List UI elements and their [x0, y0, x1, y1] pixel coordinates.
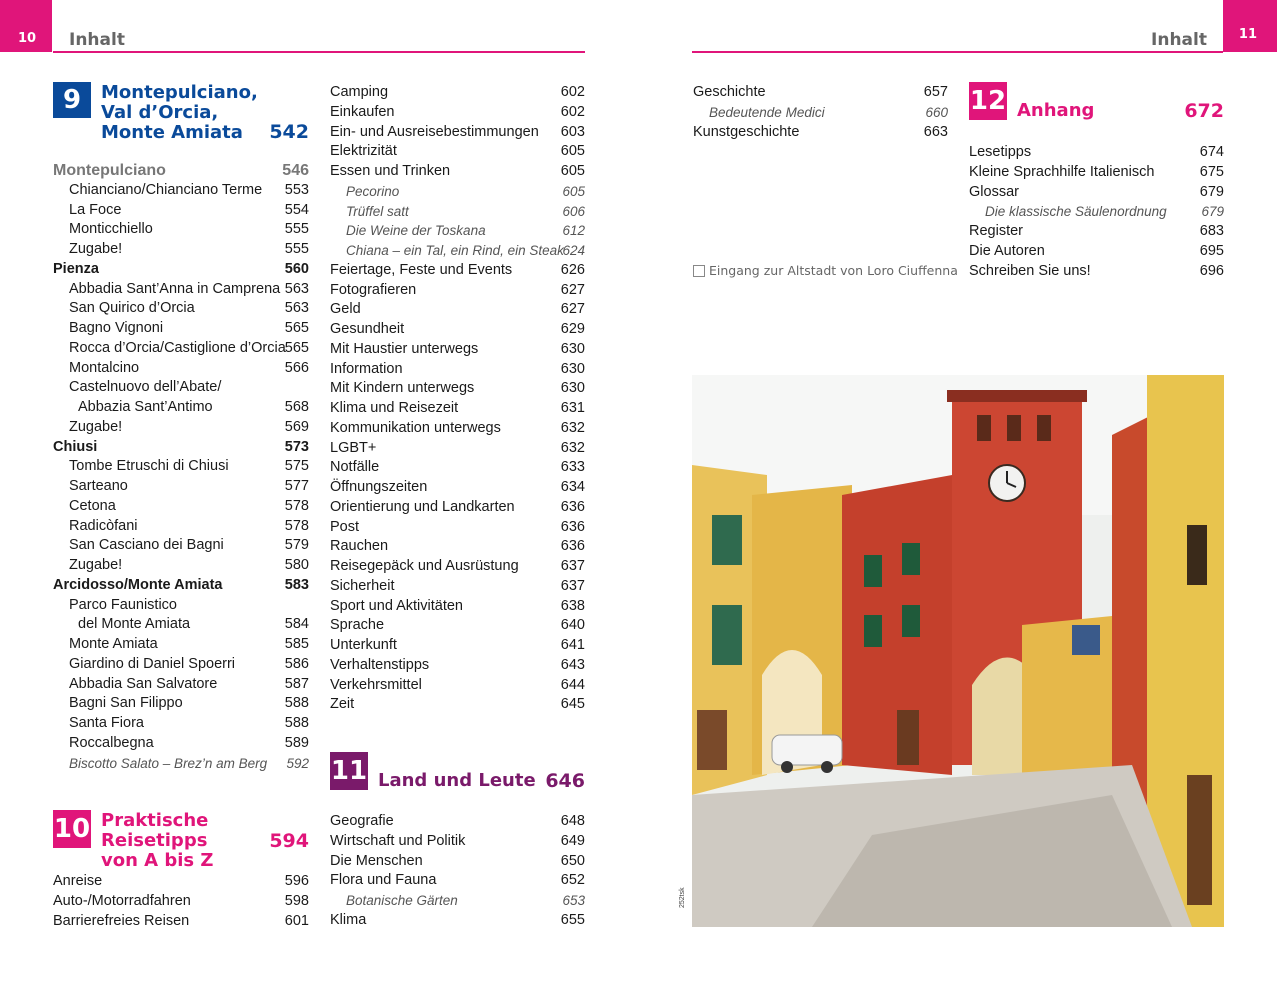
toc-entry[interactable] [330, 871, 585, 891]
toc-entry-title: Sport und Aktivitäten [330, 597, 463, 614]
toc-entry-title: Die klassische Säulenordnung [985, 204, 1167, 220]
toc-entry-title: Zeit [330, 696, 355, 713]
toc-entry-page: 583 [284, 576, 309, 593]
toc-entry-page: 631 [560, 400, 585, 416]
toc-entry-page: 605 [562, 183, 585, 199]
toc-entry-page: 655 [560, 911, 585, 928]
toc-entry-title: La Foce [69, 201, 122, 218]
toc-entry-page: 630 [560, 340, 585, 357]
toc-entry[interactable] [53, 280, 309, 300]
toc-entry[interactable] [53, 576, 309, 596]
toc-entry[interactable] [53, 694, 309, 714]
toc-entry-title: Notfälle [330, 459, 380, 476]
toc-entry-title: Einkaufen [330, 103, 395, 120]
toc-entry-title: Bagno Vignoni [69, 320, 164, 336]
toc-entry[interactable] [53, 260, 309, 280]
toc-entry-page: 627 [560, 301, 585, 318]
toc-entry-page: 645 [560, 696, 585, 713]
toc-entry-page: 663 [923, 123, 948, 140]
toc-entry[interactable] [330, 379, 585, 399]
toc-entry-page: 603 [560, 123, 585, 140]
toc-entry-title: Klima [330, 911, 367, 928]
chapter-12-title [1017, 101, 1094, 121]
toc-entry-page: 636 [560, 498, 585, 515]
toc-entry-title: Cetona [69, 497, 116, 514]
photo-illustration [692, 375, 1224, 927]
chapter-11-number: 11 [330, 752, 368, 790]
toc-entry[interactable] [53, 418, 309, 438]
toc-entry-title: Mit Kindern unterwegs [330, 380, 475, 397]
toc-entry[interactable] [330, 812, 585, 832]
toc-entry-title: Abbadia San Salvatore [69, 675, 218, 692]
toc-entry-page: 626 [560, 261, 585, 278]
toc-entry[interactable] [53, 615, 309, 635]
toc-entry[interactable] [330, 852, 585, 872]
toc-entry[interactable] [330, 142, 585, 162]
toc-entry[interactable] [53, 240, 309, 260]
toc-entry-page: 563 [284, 280, 309, 297]
toc-entry-title: Camping [330, 84, 389, 100]
toc-entry-page: 563 [284, 300, 309, 317]
toc-entry[interactable] [53, 359, 309, 379]
toc-entry[interactable] [969, 143, 1224, 163]
toc-entry[interactable] [53, 161, 309, 181]
toc-entry-title: Öffnungszeiten [330, 479, 428, 495]
toc-entry[interactable] [330, 162, 585, 182]
toc-entry-page: 566 [284, 359, 309, 376]
toc-entry-title: Pecorino [346, 183, 400, 199]
toc-entry-page: 650 [560, 852, 585, 869]
toc-entry-title: del Monte Amiata [78, 616, 191, 633]
header-rule-right [692, 51, 1223, 53]
toc-entry-page: 584 [284, 616, 309, 633]
chapter-9-title-line: Monte Amiata [101, 122, 243, 143]
toc-entry-title: San Quirico d’Orcia [69, 300, 195, 317]
toc-entry-page: 660 [925, 104, 948, 120]
toc-entry-title: Verkehrsmittel [330, 676, 422, 693]
toc-entry-title: Auto-/Motorradfahren [53, 892, 191, 909]
toc-entry-title: Information [330, 360, 403, 377]
toc-entry[interactable] [330, 241, 585, 261]
toc-entry-page: 633 [560, 459, 585, 476]
toc-entry-title: Fotografieren [330, 281, 417, 298]
toc-entry-title: Barrierefreies Reisen [53, 912, 190, 929]
toc-entry[interactable] [330, 458, 585, 478]
toc-entry[interactable] [330, 439, 585, 459]
photo-caption [693, 263, 958, 278]
toc-entry-title: Register [969, 223, 1023, 239]
toc-entry-title: Orientierung und Landkarten [330, 498, 515, 515]
toc-entry-title: Feiertage, Feste und Events [330, 261, 513, 278]
chapter-12-heading[interactable] [969, 82, 1224, 120]
photo-loro-ciuffenna [692, 375, 1224, 927]
toc-entry-title: Arcidosso/Monte Amiata [53, 576, 223, 593]
toc-column-2b [330, 812, 585, 931]
chapter-10-page: 594 [269, 830, 309, 852]
toc-entry-title: Kleine Sprachhilfe Italienisch [969, 163, 1155, 180]
toc-entry-page: 630 [560, 380, 585, 397]
toc-entry-page: 565 [284, 320, 309, 336]
header-title-left: Inhalt [69, 30, 125, 50]
toc-entry-page: 568 [284, 399, 309, 415]
toc-entry-title: Sicherheit [330, 577, 395, 594]
chapter-9-title-line: Val d’Orcia, [101, 102, 219, 123]
toc-entry-title: Klima und Reisezeit [330, 400, 459, 416]
toc-entry-title: Schreiben Sie uns! [969, 262, 1091, 279]
toc-entry-page: 605 [560, 143, 585, 160]
toc-entry-title: Ein- und Ausreisebestimmungen [330, 123, 539, 140]
toc-entry[interactable] [53, 655, 309, 675]
toc-entry[interactable] [330, 320, 585, 340]
toc-entry-page: 629 [560, 321, 585, 337]
chapter-10-title-line: Praktische Reisetipps [101, 810, 209, 851]
toc-entry-title: Bagni San Filippo [69, 695, 183, 712]
toc-entry[interactable] [693, 123, 948, 143]
photo-credit: 252tsk [679, 887, 686, 908]
toc-entry-page: 598 [284, 892, 309, 909]
toc-entry[interactable] [53, 477, 309, 497]
toc-entry-title: Chiusi [53, 438, 98, 455]
toc-entry-title: Chiana – ein Tal, ein Rind, ein Steak [346, 243, 564, 258]
caption-arrow-icon [693, 265, 705, 277]
toc-entry[interactable] [53, 220, 309, 240]
toc-entry-page: 632 [560, 439, 585, 456]
toc-entry[interactable] [330, 83, 585, 103]
toc-entry-page: 588 [284, 695, 309, 712]
chapter-12-title-line: Anhang [1017, 100, 1095, 121]
toc-entry-page: 553 [284, 181, 309, 198]
page-number-right-text: 11 [1238, 27, 1257, 42]
toc-entry-title: Botanische Gärten [346, 893, 458, 908]
toc-entry[interactable] [330, 498, 585, 518]
toc-entry[interactable] [53, 457, 309, 477]
toc-column-1b [53, 872, 309, 931]
toc-entry[interactable] [53, 378, 309, 398]
toc-column-3 [693, 83, 948, 142]
toc-entry[interactable] [330, 676, 585, 696]
toc-entry[interactable] [53, 635, 309, 655]
page-number-left-text: 10 [18, 31, 37, 46]
toc-entry-title: Santa Fiora [69, 715, 144, 731]
toc-entry-page: 573 [284, 438, 309, 455]
toc-entry[interactable] [330, 123, 585, 143]
toc-entry[interactable] [330, 656, 585, 676]
toc-entry[interactable] [330, 103, 585, 123]
chapter-10-number: 10 [53, 810, 91, 848]
toc-entry-title: Flora und Fauna [330, 872, 437, 889]
toc-entry[interactable] [969, 163, 1224, 183]
toc-entry[interactable] [330, 340, 585, 360]
toc-entry-page: 636 [560, 538, 585, 555]
toc-entry[interactable] [330, 891, 585, 911]
toc-entry-title: Kunstgeschichte [693, 123, 800, 140]
toc-entry-title: Sprache [330, 617, 385, 634]
toc-entry-page: 555 [284, 241, 309, 257]
toc-entry-page: 649 [560, 832, 585, 849]
toc-entry-page: 554 [284, 201, 309, 218]
toc-entry-title: Abbadia Sant’Anna in Camprena [69, 280, 281, 297]
toc-entry[interactable] [330, 597, 585, 617]
toc-entry-title: Montepulciano [53, 162, 166, 179]
toc-entry-page: 638 [560, 597, 585, 614]
toc-entry[interactable] [969, 262, 1224, 282]
toc-entry-title: Parco Faunistico [69, 596, 177, 613]
toc-entry[interactable] [53, 181, 309, 201]
toc-entry[interactable] [53, 398, 309, 418]
toc-entry-page: 627 [560, 281, 585, 298]
toc-entry-title: Rauchen [330, 538, 389, 555]
toc-entry-title: Sarteano [69, 478, 128, 494]
toc-entry[interactable] [693, 83, 948, 103]
toc-entry[interactable] [53, 754, 309, 774]
toc-entry-page: 637 [560, 558, 585, 574]
toc-entry-title: Lesetipps [969, 144, 1032, 160]
toc-entry-page: 648 [560, 813, 585, 829]
toc-entry[interactable] [330, 695, 585, 715]
header-title-right: Inhalt [1151, 30, 1207, 50]
toc-entry-title: Reisegepäck und Ausrüstung [330, 558, 519, 574]
toc-entry-title: Elektrizität [330, 143, 397, 160]
toc-entry[interactable] [330, 832, 585, 852]
toc-entry-page: 657 [923, 84, 948, 100]
toc-entry-title: Verhaltenstipps [330, 656, 430, 673]
toc-entry-page: 683 [1199, 223, 1224, 239]
toc-entry-page: 653 [562, 893, 585, 908]
toc-entry-page: 589 [284, 734, 309, 751]
toc-entry[interactable] [330, 636, 585, 656]
toc-entry-page: 596 [284, 873, 309, 889]
toc-entry-page: 602 [560, 103, 585, 120]
toc-entry-page: 679 [1201, 204, 1224, 220]
toc-entry-page: 578 [284, 517, 309, 534]
toc-entry[interactable] [330, 182, 585, 202]
chapter-11-title [378, 771, 536, 791]
toc-entry[interactable] [53, 734, 309, 754]
toc-entry-page: 695 [1199, 242, 1224, 259]
toc-entry-title: Monte Amiata [69, 636, 158, 652]
toc-column-1 [53, 161, 309, 773]
toc-entry-page: 641 [560, 637, 585, 653]
toc-entry-title: Zugabe! [69, 241, 123, 257]
toc-entry-page: 585 [284, 636, 309, 652]
toc-entry-page: 586 [284, 655, 309, 672]
toc-entry[interactable] [330, 518, 585, 538]
toc-entry-title: Die Weine der Toskana [346, 223, 486, 239]
toc-entry-page: 630 [560, 360, 585, 377]
chapter-11-page: 646 [545, 770, 585, 792]
toc-entry[interactable] [53, 675, 309, 695]
toc-entry-title: Zugabe! [69, 557, 123, 573]
toc-entry-page: 605 [560, 163, 585, 179]
toc-entry[interactable] [330, 557, 585, 577]
chapter-9-number: 9 [53, 82, 91, 118]
toc-entry-page: 652 [560, 872, 585, 889]
toc-entry[interactable] [53, 339, 309, 359]
toc-entry[interactable] [330, 300, 585, 320]
toc-entry-title: Pienza [53, 260, 99, 277]
toc-entry[interactable] [53, 556, 309, 576]
toc-entry-title: Bedeutende Medici [709, 104, 825, 120]
toc-entry-page: 588 [284, 715, 309, 731]
toc-entry-page: 679 [1199, 183, 1224, 200]
toc-entry[interactable] [330, 537, 585, 557]
toc-entry-page: 560 [284, 260, 309, 277]
toc-entry[interactable] [53, 872, 309, 892]
toc-entry-title: San Casciano dei Bagni [69, 537, 224, 554]
chapter-11-heading[interactable] [330, 752, 585, 790]
toc-entry-title: Castelnuovo dell’Abate/ [69, 379, 222, 396]
toc-entry[interactable] [53, 438, 309, 458]
toc-entry-page: 579 [284, 537, 309, 554]
toc-entry-page: 674 [1199, 144, 1224, 160]
toc-entry[interactable] [330, 202, 585, 222]
toc-entry[interactable] [53, 497, 309, 517]
toc-entry-title: Anreise [53, 873, 103, 889]
toc-entry-title: Geografie [330, 813, 394, 829]
toc-entry[interactable] [330, 399, 585, 419]
toc-entry-page: 696 [1199, 262, 1224, 279]
chapter-12-number: 12 [969, 82, 1007, 120]
toc-entry-title: Essen und Trinken [330, 163, 451, 179]
chapter-9-title [101, 83, 258, 143]
chapter-10-title-line: von A bis Z [101, 850, 214, 871]
toc-entry-page: 612 [562, 223, 585, 239]
chapter-11-title-line: Land und Leute [378, 770, 536, 791]
toc-entry-page: 624 [562, 243, 585, 258]
toc-entry-title: Unterkunft [330, 637, 397, 653]
toc-entry[interactable] [969, 202, 1224, 222]
chapter-9-page: 542 [269, 121, 309, 143]
toc-entry-title: Mit Haustier unterwegs [330, 340, 479, 357]
toc-entry[interactable] [53, 201, 309, 221]
toc-entry-title: Radicòfani [69, 517, 138, 534]
toc-entry[interactable] [330, 360, 585, 380]
toc-entry-title: Roccalbegna [69, 734, 154, 751]
toc-entry[interactable] [330, 616, 585, 636]
toc-entry-title: Montalcino [69, 359, 140, 376]
header-rule-left [53, 51, 585, 53]
toc-entry[interactable] [330, 261, 585, 281]
toc-entry-page: 580 [284, 557, 309, 573]
chapter-12-page: 672 [1184, 100, 1224, 122]
toc-entry-page: 634 [560, 479, 585, 495]
toc-entry-page: 569 [284, 418, 309, 435]
toc-entry-page: 644 [560, 676, 585, 693]
toc-entry-page: 546 [282, 162, 309, 179]
toc-entry[interactable] [330, 221, 585, 241]
toc-entry[interactable] [693, 103, 948, 123]
page-number-left [0, 0, 52, 52]
toc-entry-page: 601 [284, 912, 309, 929]
toc-entry[interactable] [53, 319, 309, 339]
toc-entry[interactable] [330, 419, 585, 439]
toc-entry-title: Glossar [969, 183, 1019, 200]
toc-entry-title: Monticchiello [69, 221, 153, 238]
chapter-9-heading[interactable] [53, 82, 309, 144]
toc-entry[interactable] [53, 517, 309, 537]
toc-entry[interactable] [330, 478, 585, 498]
toc-entry[interactable] [53, 299, 309, 319]
toc-entry-page: 575 [284, 458, 309, 475]
toc-entry-title: Tombe Etruschi di Chiusi [69, 458, 229, 475]
page-number-right [1223, 0, 1277, 52]
toc-entry-title: Zugabe! [69, 418, 123, 435]
toc-entry-page: 606 [562, 203, 585, 219]
toc-entry[interactable] [53, 892, 309, 912]
toc-entry-title: Abbazia Sant’Antimo [78, 399, 213, 415]
toc-entry[interactable] [53, 596, 309, 616]
toc-entry-page: 592 [286, 755, 309, 771]
toc-entry-page: 643 [560, 656, 585, 673]
toc-entry-page: 577 [284, 478, 309, 494]
toc-entry-title: Post [330, 518, 360, 535]
toc-entry-title: Biscotto Salato – Brez’n am Berg [69, 755, 268, 771]
toc-entry-page: 640 [560, 617, 585, 634]
toc-entry-page: 637 [560, 577, 585, 594]
toc-entry-title: Geld [330, 301, 361, 318]
toc-entry[interactable] [330, 577, 585, 597]
toc-entry-title: Wirtschaft und Politik [330, 832, 466, 849]
toc-entry-title: Trüffel satt [346, 203, 409, 219]
toc-entry-page: 675 [1199, 163, 1224, 180]
toc-entry[interactable] [53, 536, 309, 556]
toc-entry[interactable] [969, 242, 1224, 262]
toc-entry-page: 636 [560, 518, 585, 535]
toc-entry[interactable] [330, 911, 585, 931]
toc-entry[interactable] [969, 183, 1224, 203]
photo-caption-text: Eingang zur Altstadt von Loro Ciuffenna [709, 263, 958, 278]
toc-entry[interactable] [53, 714, 309, 734]
toc-entry-title: Gesundheit [330, 321, 405, 337]
toc-entry-page: 555 [284, 221, 309, 238]
toc-entry-title: Kommunikation unterwegs [330, 419, 501, 436]
toc-entry-page: 565 [284, 339, 309, 356]
toc-entry-title: Rocca d’Orcia/Castiglione d’Orcia [69, 339, 286, 356]
toc-entry-title: LGBT+ [330, 439, 377, 456]
toc-entry-page: 578 [284, 497, 309, 514]
toc-entry-title: Die Autoren [969, 242, 1045, 259]
toc-entry[interactable] [53, 912, 309, 932]
toc-entry-title: Giardino di Daniel Spoerri [69, 655, 236, 672]
chapter-9-title-line: Montepulciano, [101, 82, 258, 103]
toc-entry-title: Die Menschen [330, 852, 423, 869]
chapter-10-heading[interactable] [53, 810, 309, 871]
toc-entry-title: Geschichte [693, 84, 766, 100]
toc-entry[interactable] [969, 222, 1224, 242]
toc-entry-page: 632 [560, 419, 585, 436]
toc-entry-title: Chianciano/Chianciano Terme [69, 181, 263, 198]
toc-entry-page: 587 [284, 675, 309, 692]
toc-entry[interactable] [330, 281, 585, 301]
toc-entry-page: 602 [560, 84, 585, 100]
toc-column-4 [969, 143, 1224, 281]
toc-column-2 [330, 83, 585, 715]
